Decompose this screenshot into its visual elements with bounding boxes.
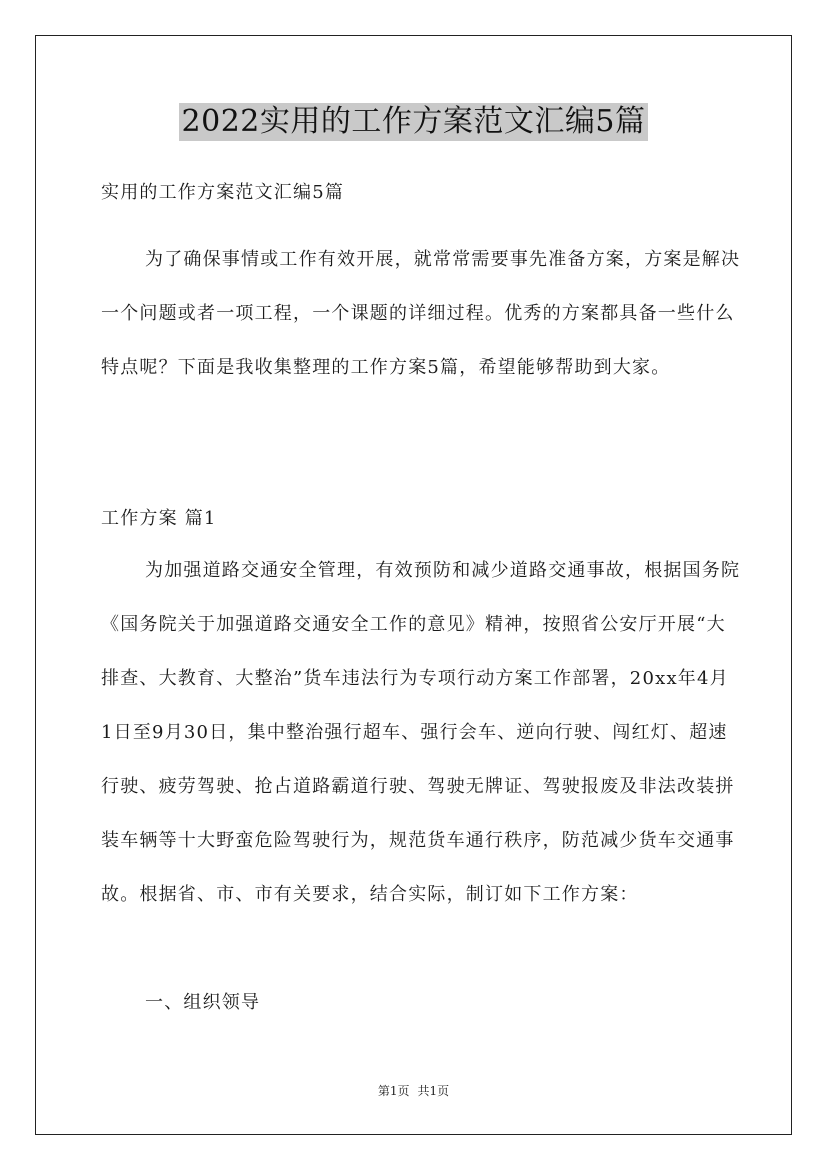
intro-text: 为了确保事情或工作有效开展，就常常需要事先准备方案，方案是解决一个问题或者一项工程，一个课题的详细过程。优秀的方案都具备一些什么特点呢？下面是我收集整理的工作方案5篇，希望能够帮助到大家。 bbox=[101, 249, 741, 378]
intro-paragraph bbox=[101, 233, 741, 395]
paragraph-1 bbox=[101, 544, 741, 922]
section-heading: 工作方案 篇1 bbox=[101, 508, 217, 529]
page-number: 第1页 bbox=[377, 1084, 410, 1098]
title-container bbox=[0, 103, 827, 141]
page-footer bbox=[0, 1083, 827, 1099]
page-total: 共1页 bbox=[417, 1084, 450, 1098]
document-subtitle: 实用的工作方案范文汇编5篇 bbox=[101, 182, 345, 203]
paragraph-1-text: 为加强道路交通安全管理，有效预防和减少道路交通事故，根据国务院《国务院关于加强道路交通安全工作的意见》精神，按照省公安厅开展“大排查、大教育、大整治”货车违法行为专项行动方案工作部署，20xx年4月1日至9月30日，集中整治强行超车、强行会车、逆向行驶、闯红灯、超速行驶、疲劳驾驶、抢占道路霸道行驶、驾驶无牌证、驾驶报废及非法改装拼装车辆等十大野蛮危险驾驶行为，规范货车通行秩序，防范减少货车交通事故。根据省、市、市有关要求，结合实际，制订如下工作方案： bbox=[101, 560, 741, 905]
subsection-heading: 一、组织领导 bbox=[145, 992, 261, 1013]
document-title: 2022实用的工作方案范文汇编5篇 bbox=[179, 103, 649, 141]
